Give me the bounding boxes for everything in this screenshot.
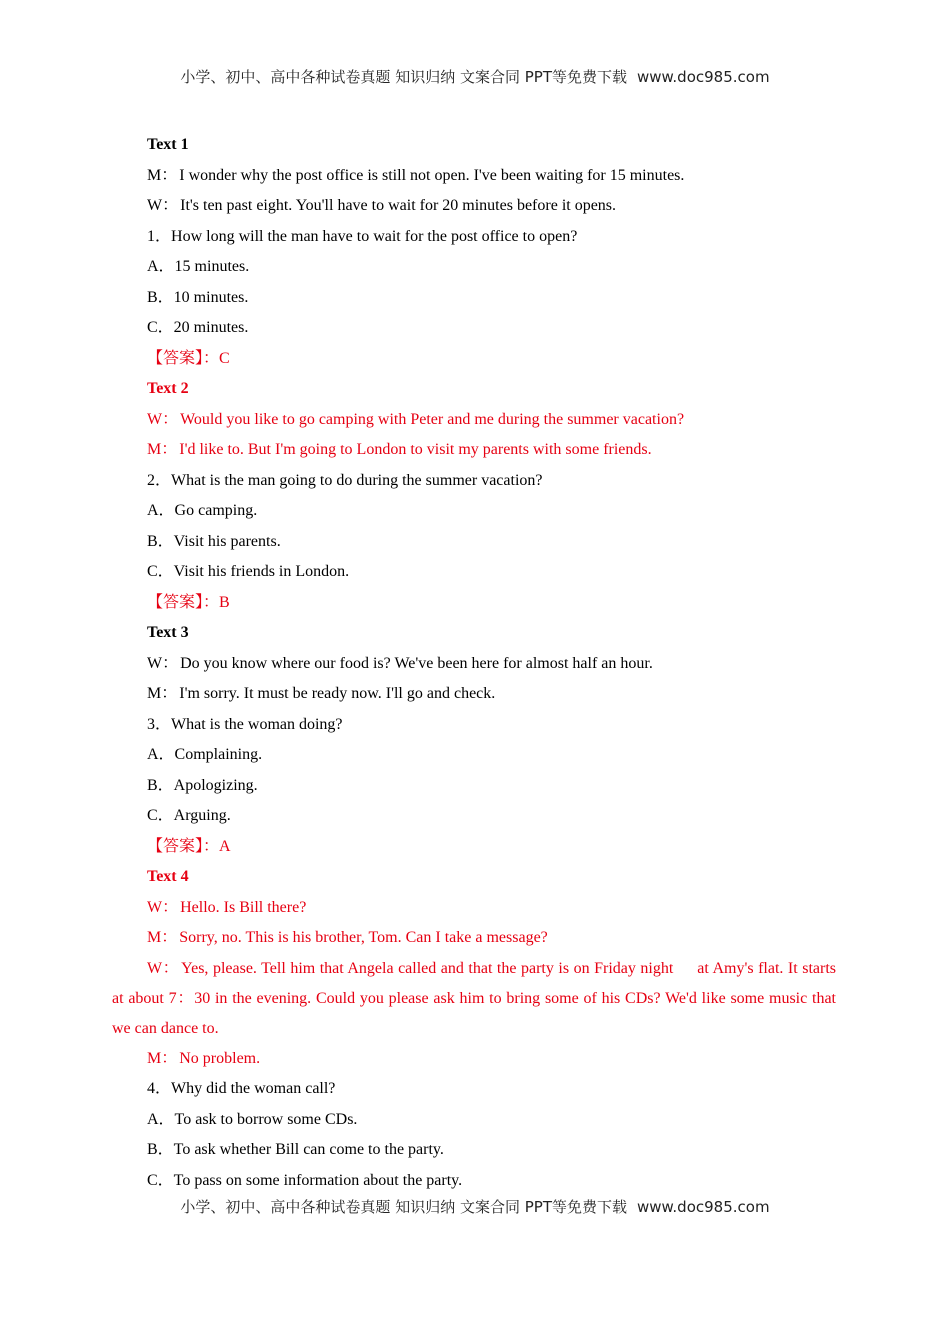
question-number: 3． [147,715,172,733]
dialogue-line [112,435,836,466]
dialogue-text-part-2: at Amy's flat. It starts at about 7：30 in the evening. Could you please ask him to bring some of his CDs? We'd like some music that we can dance to. [112,959,836,1037]
answer-line [112,588,836,619]
section-title-2: Text 2 [147,380,189,397]
dialogue-text: Do you know where our food is? We've been here for almost half an hour. [180,654,653,672]
option-a: A．15 minutes. [147,258,250,275]
dialogue-text: I wonder why the post office is still not open. I've been waiting for 15 minutes. [179,166,685,184]
question-number: 1． [147,227,172,245]
answer-value: A [219,837,231,855]
question-text: What is the man going to do during the summer vacation? [171,471,543,489]
dialogue-line [112,679,836,710]
dialogue-line [112,893,836,924]
dialogue-text: I'm sorry. It must be ready now. I'll go and check. [179,685,496,702]
speaker-label: M： [147,1049,178,1067]
option-c: C．Arguing. [147,807,231,824]
option-b: B．10 minutes. [147,288,249,306]
document-body [112,130,836,1196]
footer-text: 小学、初中、高中各种试卷真题 知识归纳 文案合同 PPT等免费下载 [180,1198,627,1216]
speaker-label: W： [147,197,179,214]
question [112,222,836,253]
header-text: 小学、初中、高中各种试卷真题 知识归纳 文案合同 PPT等免费下载 [180,68,627,86]
speaker-label: M： [147,441,178,458]
option-c: C．20 minutes. [147,319,249,336]
question-number: 2． [147,471,172,489]
option-a: A．Go camping. [147,502,258,519]
dialogue-text: No problem. [179,1049,261,1067]
question-text: Why did the woman call? [171,1080,336,1097]
section-title-4: Text 4 [147,868,189,885]
speaker-label: M： [147,166,178,184]
option-c: C．Visit his friends in London. [147,563,350,580]
dialogue-line [112,649,836,680]
footer-url[interactable]: www.doc985.com [636,1198,770,1216]
option-b: B．To ask whether Bill can come to the party. [147,1141,444,1158]
question [112,1074,836,1105]
option-a: A．To ask to borrow some CDs. [147,1110,358,1128]
dialogue-line [112,923,836,954]
section-title-1: Text 1 [147,136,189,153]
answer-line [112,344,836,375]
dialogue-text: Sorry, no. This is his brother, Tom. Can I take a message? [179,929,548,946]
dialogue-line [112,1044,836,1075]
option-a: A．Complaining. [147,746,263,763]
question-text: How long will the man have to wait for the post office to open? [171,227,578,245]
speaker-label: W： [147,898,179,916]
option-c: C．To pass on some information about the party. [147,1171,463,1189]
dialogue-text: Hello. Is Bill there? [180,898,307,916]
page-footer [0,1196,950,1217]
question-number: 4． [147,1080,172,1097]
dialogue-line [112,405,836,436]
speaker-label: M： [147,929,178,946]
option-b: B．Visit his parents. [147,532,281,550]
section-title-3: Text 3 [147,624,189,641]
dialogue-text-part-1: Yes, please. Tell him that Angela called and that the party is on Friday night [181,959,674,977]
header-url[interactable]: www.doc985.com [636,68,770,86]
answer-line [112,832,836,863]
question-text: What is the woman doing? [171,715,343,733]
answer-value: B [219,593,230,611]
answer-label: 【答案】： [147,837,220,855]
speaker-label: W： [147,410,179,428]
speaker-label: M： [147,685,178,702]
dialogue-text: Would you like to go camping with Peter and me during the summer vacation? [180,410,685,428]
answer-value: C [219,349,230,367]
page-header [0,66,950,87]
question [112,466,836,497]
question [112,710,836,741]
answer-label: 【答案】： [147,349,220,367]
dialogue-line [112,161,836,192]
dialogue-paragraph [112,954,836,1044]
dialogue-line [112,191,836,222]
answer-label: 【答案】： [147,593,220,611]
option-b: B．Apologizing. [147,776,258,794]
speaker-label: W： [147,654,179,672]
dialogue-text: It's ten past eight. You'll have to wait for 20 minutes before it opens. [180,197,617,214]
dialogue-text: I'd like to. But I'm going to London to visit my parents with some friends. [179,441,652,458]
speaker-label: W： [147,959,180,977]
